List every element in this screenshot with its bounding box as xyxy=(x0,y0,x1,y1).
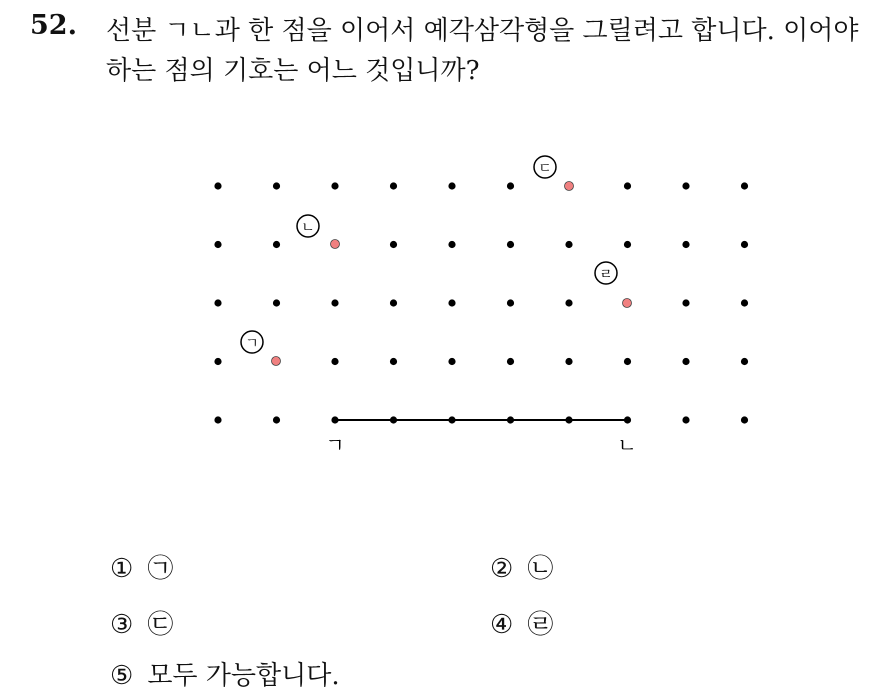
grid-dots xyxy=(214,182,748,423)
grid-dot xyxy=(448,358,455,365)
option-2[interactable] xyxy=(490,548,553,585)
grid-dot xyxy=(390,299,397,306)
option-3-number: ③ xyxy=(110,610,134,640)
grid-dot xyxy=(741,416,748,423)
grid-dot xyxy=(214,241,221,248)
grid-dot xyxy=(565,358,572,365)
grid-dot xyxy=(390,241,397,248)
option-1-number: ① xyxy=(110,554,134,584)
candidate-dot xyxy=(272,357,281,366)
grid-dot xyxy=(214,416,221,423)
grid-dot xyxy=(214,299,221,306)
grid-dot xyxy=(390,358,397,365)
candidate-label: ㄱ xyxy=(245,336,259,352)
option-2-number: ② xyxy=(490,554,514,584)
grid-dot xyxy=(214,182,221,189)
grid-dot xyxy=(624,241,631,248)
candidate-label: ㄹ xyxy=(599,267,613,283)
grid-dot xyxy=(273,182,280,189)
grid-dot xyxy=(390,182,397,189)
option-4-number: ④ xyxy=(490,610,514,640)
option-1-text: ㉠ xyxy=(147,554,174,584)
grid-dot xyxy=(507,358,514,365)
segment-label-start: ㄱ xyxy=(325,433,345,457)
question-number: 52. xyxy=(30,10,77,41)
option-1[interactable] xyxy=(110,548,173,585)
grid-dot xyxy=(507,299,514,306)
grid-dot xyxy=(214,358,221,365)
grid-dot xyxy=(741,358,748,365)
option-5-text: 모두 가능합니다. xyxy=(147,661,340,691)
candidate-label: ㄷ xyxy=(538,161,552,177)
grid-dot xyxy=(682,416,689,423)
candidate-point-4 xyxy=(595,262,632,308)
option-5-number: ⑤ xyxy=(110,661,134,691)
grid-dot xyxy=(331,358,338,365)
grid-dot xyxy=(565,299,572,306)
segment-label-end: ㄴ xyxy=(617,433,637,457)
option-3-text: ㉢ xyxy=(147,610,174,640)
question-text-line1: 선분 ㄱㄴ과 한 점을 이어서 예각삼각형을 그릴려고 합니다. 이어야 xyxy=(106,16,859,46)
option-3[interactable] xyxy=(110,604,173,641)
grid-dot xyxy=(741,299,748,306)
grid-dot xyxy=(682,182,689,189)
grid-dot xyxy=(507,241,514,248)
grid-dot xyxy=(273,416,280,423)
candidate-dot xyxy=(565,182,574,191)
candidate-point-1 xyxy=(241,331,281,366)
grid-dot xyxy=(273,241,280,248)
grid-dot xyxy=(682,299,689,306)
grid-dot xyxy=(682,241,689,248)
grid-dot xyxy=(331,299,338,306)
option-2-text: ㉡ xyxy=(527,554,554,584)
grid-dot xyxy=(741,241,748,248)
grid-dot xyxy=(624,182,631,189)
candidate-label: ㄴ xyxy=(301,220,315,236)
grid-dot xyxy=(624,358,631,365)
candidate-point-2 xyxy=(297,215,340,249)
option-5[interactable] xyxy=(110,655,340,692)
candidate-dot xyxy=(623,299,632,308)
option-4[interactable] xyxy=(490,604,553,641)
option-4-text: ㉣ xyxy=(527,610,554,640)
grid-dot xyxy=(273,299,280,306)
grid-dot xyxy=(448,299,455,306)
grid-dot xyxy=(741,182,748,189)
question-text-line2: 하는 점의 기호는 어느 것입니까? xyxy=(106,56,480,86)
grid-dot xyxy=(331,182,338,189)
candidate-dot xyxy=(331,240,340,249)
grid-dot xyxy=(507,182,514,189)
grid-dot xyxy=(448,182,455,189)
grid-dot xyxy=(682,358,689,365)
grid-dot xyxy=(448,241,455,248)
grid-dot xyxy=(565,241,572,248)
candidate-point-3 xyxy=(534,156,574,191)
